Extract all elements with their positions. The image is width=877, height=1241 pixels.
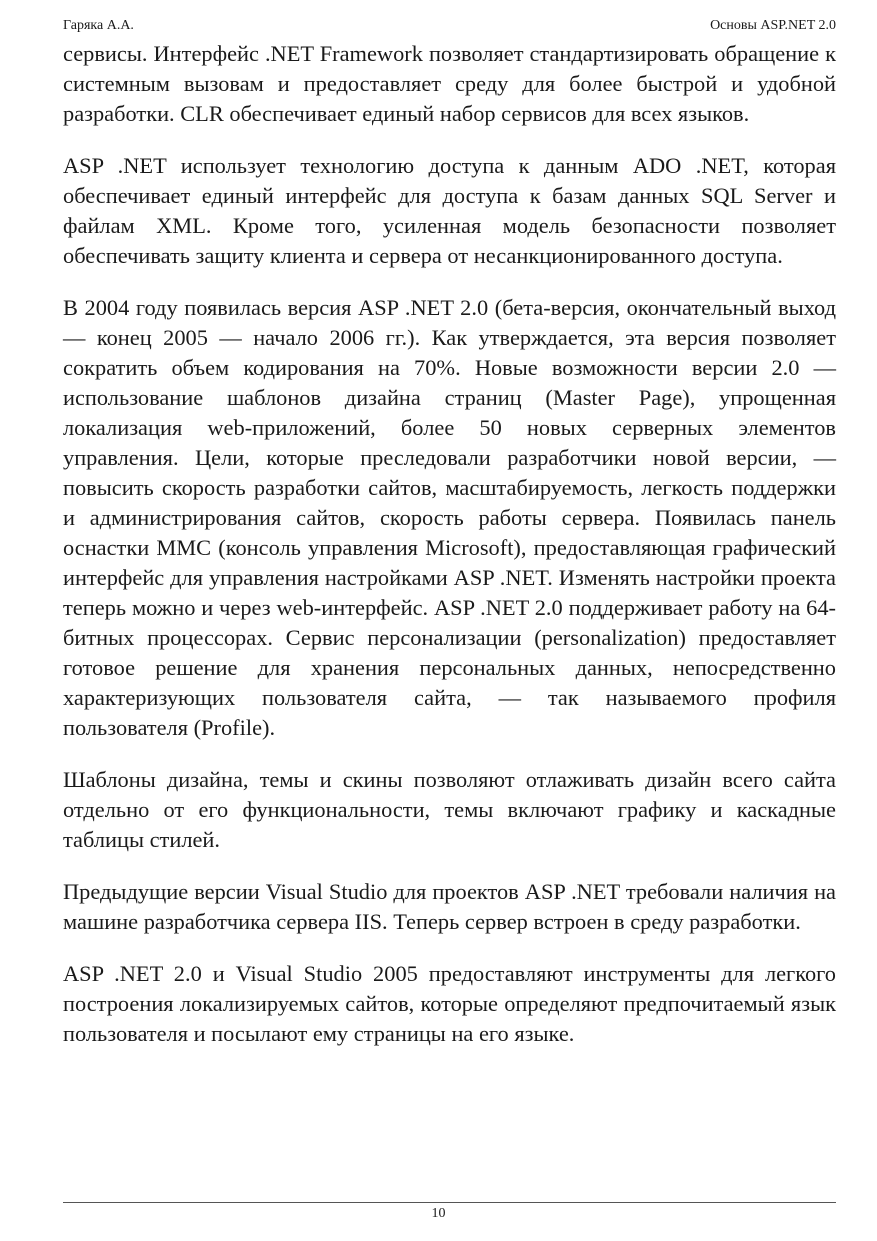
paragraph-1: сервисы. Интерфейс .NET Framework позволяет стандартизировать обращение к системным вызовам и предоставляет среду для более быстрой и удобной разработки. CLR обеспечивает единый набор сервисов для всех языков. — [63, 41, 836, 126]
paragraph-4: Шаблоны дизайна, темы и скины позволяют отлаживать дизайн всего сайта отдельно от его функциональности, темы включают графику и каскадные таблицы стилей. — [63, 767, 836, 852]
header-title: Основы ASP.NET 2.0 — [710, 18, 836, 33]
page-number: 10 — [431, 1206, 446, 1221]
paragraph-5: Предыдущие версии Visual Studio для проектов ASP .NET требовали наличия на машине разработчика сервера IIS. Теперь сервер встроен в среду разработки. — [63, 879, 836, 934]
header-author: Гаряка А.А. — [63, 18, 134, 33]
paragraph-3: В 2004 году появилась версия ASP .NET 2.0 (бета-версия, окончательный выход — конец 2005 — начало 2006 гг.). Как утверждается, эта версия позволяет сократить объем кодирования на 70%. Новые возможности версии 2.0 — использование шаблонов дизайна страниц (Master Page), упрощенная локализация web-приложений, более 50 новых серверных элементов управления. Цели, которые преследовали разработчики новой версии, — повысить скорость разработки сайтов, масштабируемость, легкость поддержки и администрирования сайтов, скорость работы сервера. Появилась панель оснастки MMC (консоль управления Microsoft), предоставляющая графический интерфейс для управления настройками ASP .NET. Изменять настройки проекта теперь можно и через web-интерфейс. ASP .NET 2.0 поддерживает работу на 64-битных процессорах. Сервис персонализации (personalization) предоставляет готовое решение для хранения персональных данных, непосредственно характеризующих пользователя сайта, — так называемого профиля пользователя (Profile). — [63, 295, 836, 740]
page-header — [63, 16, 836, 36]
paragraph-2: ASP .NET использует технологию доступа к данным ADO .NET, которая обеспечивает единый интерфейс для доступа к базам данных SQL Server и файлам XML. Кроме того, усиленная модель безопасности позволяет обеспечивать защиту клиента и сервера от несанкционированного доступа. — [63, 153, 836, 268]
paragraph-6: ASP .NET 2.0 и Visual Studio 2005 предоставляют инструменты для легкого построения локализируемых сайтов, которые определяют предпочитаемый язык пользователя и посылают ему страницы на его языке. — [63, 961, 836, 1046]
document-body — [63, 36, 836, 1071]
footer-divider — [63, 1202, 836, 1203]
